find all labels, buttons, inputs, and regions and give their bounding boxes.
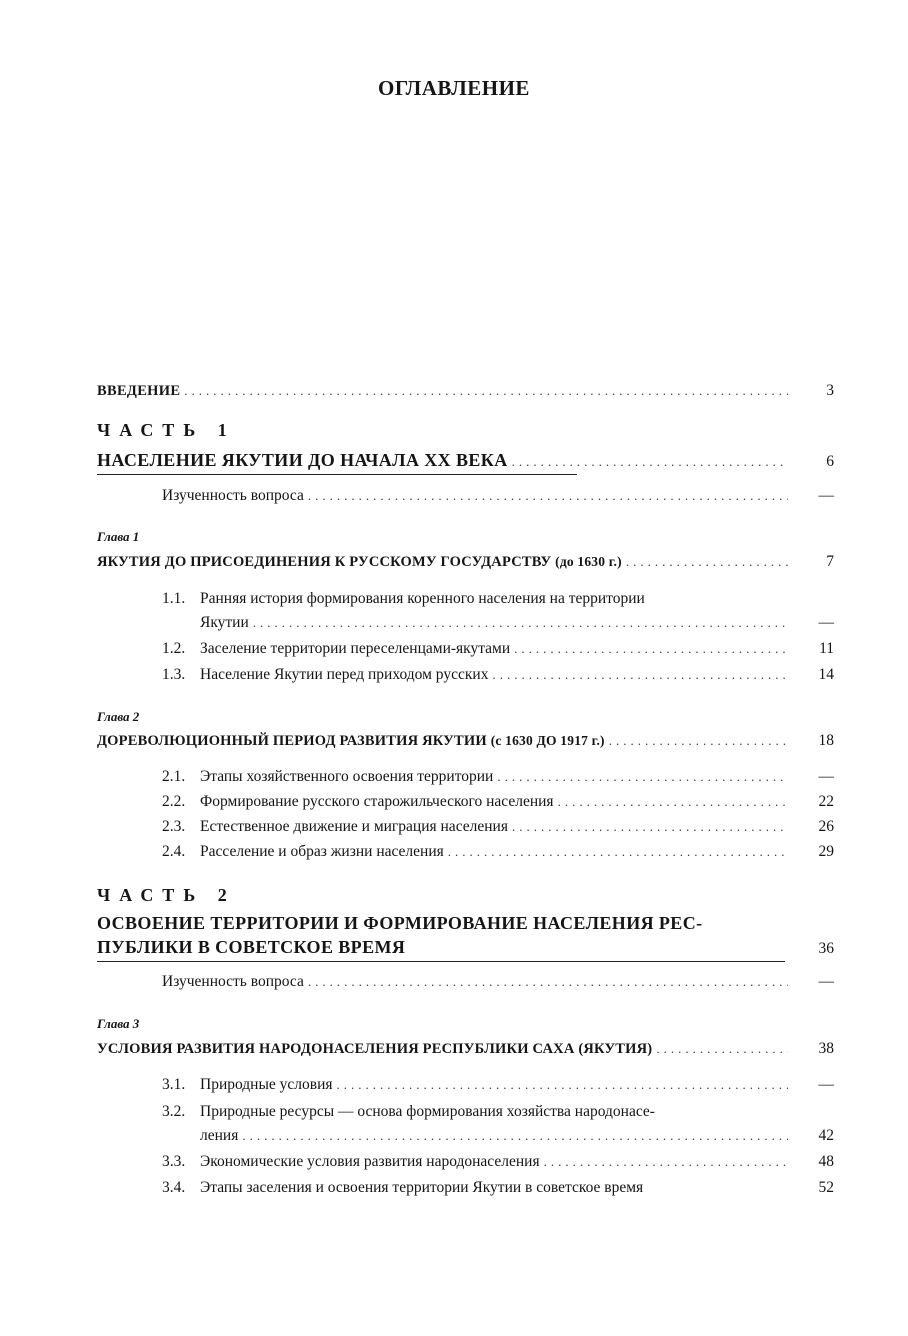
- chapter-title: УСЛОВИЯ РАЗВИТИЯ НАРОДОНАСЕЛЕНИЯ РЕСПУБЛИКИ САХА (ЯКУТИЯ): [97, 1041, 653, 1057]
- toc-entry-part1: [97, 450, 834, 471]
- part-label: ЧАСТЬ 1: [97, 420, 236, 440]
- toc-entry-chapter3: [97, 1040, 834, 1058]
- toc-entry-2-2: 2.2. Формирование русского старожильческого населения ..... 22: [162, 793, 834, 811]
- toc-entry-page: 6: [826, 453, 834, 470]
- leader-dots: [308, 974, 788, 990]
- leader-dots: [184, 383, 788, 399]
- toc-entry-text: ВВЕДЕНИЕ: [97, 383, 181, 399]
- part-title-line1: ОСВОЕНИЕ ТЕРРИТОРИИ И ФОРМИРОВАНИЕ НАСЕЛЕНИЯ РЕС-: [97, 913, 703, 933]
- leader-dots: [609, 733, 788, 749]
- leader-dots: [497, 769, 788, 785]
- page-title: ОГЛАВЛЕНИЕ: [378, 76, 530, 100]
- toc-entry-2-3: 2.3. Естественное движение и миграция населения ..... 26: [162, 818, 834, 836]
- toc-entry-3-4: 3.4. Этапы заселения и освоения территории Якутии в советское время 52: [162, 1179, 834, 1196]
- toc-entry-chapter1: [97, 553, 834, 571]
- part-title: НАСЕЛЕНИЕ ЯКУТИИ ДО НАЧАЛА XX ВЕКА: [97, 450, 508, 470]
- toc-entry-intro: [97, 382, 834, 400]
- toc-entry-study: [162, 973, 834, 991]
- toc-entry-3-2-cont: ления ..... 42: [200, 1127, 834, 1145]
- toc-entry-chapter2: [97, 732, 834, 750]
- leader-dots: [626, 554, 788, 570]
- toc-entry-3-3: 3.3. Экономические условия развития народонаселения ..... 48: [162, 1153, 834, 1171]
- part-title-underline: [97, 961, 785, 962]
- leader-dots: [448, 844, 788, 860]
- part-label: ЧАСТЬ 2: [97, 885, 236, 905]
- chapter-label: Глава 2: [97, 709, 140, 724]
- leader-dots: [308, 488, 788, 504]
- leader-dots: [337, 1077, 789, 1093]
- toc-entry-part2: [97, 937, 834, 958]
- chapter-label: Глава 3: [97, 1016, 140, 1031]
- toc-entry-study: [162, 487, 834, 505]
- part-title-line2: ПУБЛИКИ В СОВЕТСКОЕ ВРЕМЯ: [97, 937, 406, 957]
- toc-entry-page: 38: [818, 1040, 834, 1057]
- chapter-title: ЯКУТИЯ ДО ПРИСОЕДИНЕНИЯ К РУССКОМУ ГОСУДАРСТВУ (до 1630 г.): [97, 554, 622, 570]
- toc-entry-3-1: 3.1. Природные условия ..... —: [162, 1076, 834, 1094]
- toc-entry-page: 18: [818, 732, 834, 749]
- leader-dots: [512, 819, 788, 835]
- leader-dots: [253, 615, 788, 631]
- toc-entry-1-1-cont: Якутии ..... —: [200, 614, 834, 632]
- leader-dots: [242, 1128, 788, 1144]
- toc-entry-2-4: 2.4. Расселение и образ жизни населения ..... 29: [162, 843, 834, 861]
- toc-entry-3-2: 3.2. Природные ресурсы — основа формирования хозяйства народонасе-: [162, 1103, 655, 1120]
- toc-entry-1-1: 1.1. Ранняя история формирования коренного населения на территории: [162, 590, 645, 607]
- toc-entry-page: —: [818, 973, 834, 990]
- toc-entry-text: Изученность вопроса: [162, 487, 304, 504]
- leader-dots: [544, 1154, 788, 1170]
- toc-entry-1-3: 1.3. Население Якутии перед приходом русских ..... 14: [162, 666, 834, 684]
- chapter-label: Глава 1: [97, 529, 140, 544]
- toc-entry-1-2: 1.2. Заселение территории переселенцами-якутами ..... 11: [162, 640, 834, 658]
- toc-entry-2-1: 2.1. Этапы хозяйственного освоения территории ..... —: [162, 768, 834, 786]
- toc-entry-page: 36: [818, 940, 834, 957]
- leader-dots: [558, 794, 788, 810]
- leader-dots: [492, 667, 788, 683]
- toc-entry-page: 3: [826, 382, 834, 399]
- chapter-title: ДОРЕВОЛЮЦИОННЫЙ ПЕРИОД РАЗВИТИЯ ЯКУТИИ (с 1630 ДО 1917 г.): [97, 733, 605, 749]
- leader-dots: [512, 454, 788, 470]
- leader-dots: [514, 641, 788, 657]
- toc-entry-text: Изученность вопроса: [162, 973, 304, 990]
- toc-entry-page: —: [818, 487, 834, 504]
- toc-entry-page: 7: [826, 553, 834, 570]
- leader-dots: [656, 1041, 788, 1057]
- part-title-underline: [97, 474, 577, 475]
